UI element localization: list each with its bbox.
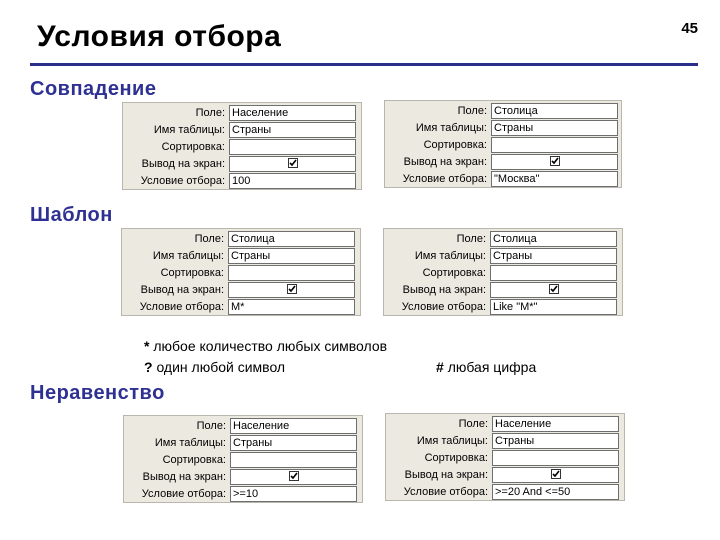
show-checkbox[interactable] [287, 284, 297, 294]
table-name-row [124, 435, 362, 451]
field-row [385, 103, 621, 119]
criteria-label: Условие отбора: [139, 301, 224, 313]
table-name-label: Имя таблицы: [414, 250, 486, 262]
show-label: Вывод на экран: [142, 471, 226, 483]
sort-label: Сортировка: [160, 267, 224, 279]
table-name-cell[interactable]: Страны [491, 120, 618, 136]
checkmark-icon [288, 285, 296, 293]
show-checkbox-cell[interactable] [230, 469, 357, 485]
show-checkbox-cell[interactable] [491, 154, 618, 170]
legend-hash [436, 359, 536, 375]
query-grid [383, 228, 623, 316]
show-checkbox-cell[interactable] [492, 467, 619, 483]
table-name-row [122, 248, 360, 264]
field-row [123, 105, 361, 121]
criteria-row [123, 173, 361, 189]
table-name-label: Имя таблицы: [154, 437, 226, 449]
sort-row [385, 137, 621, 153]
legend-question-symbol: ? [144, 359, 153, 375]
field-label: Поле: [456, 233, 486, 245]
criteria-label: Условие отбора: [401, 301, 486, 313]
show-checkbox[interactable] [550, 156, 560, 166]
sort-cell[interactable] [228, 265, 355, 281]
show-checkbox[interactable] [549, 284, 559, 294]
sort-cell[interactable] [491, 137, 618, 153]
sort-label: Сортировка: [424, 452, 488, 464]
field-label: Поле: [196, 420, 226, 432]
title-divider [30, 63, 698, 66]
show-row [386, 467, 624, 483]
show-row [384, 282, 622, 298]
field-label: Поле: [458, 418, 488, 430]
sort-cell[interactable] [490, 265, 617, 281]
sort-cell[interactable] [229, 139, 356, 155]
field-cell[interactable]: Столица [490, 231, 617, 247]
criteria-cell[interactable]: >=10 [230, 486, 357, 502]
query-grid [385, 413, 625, 501]
show-checkbox-cell[interactable] [490, 282, 617, 298]
show-label: Вывод на экран: [404, 469, 488, 481]
table-name-cell[interactable]: Страны [228, 248, 355, 264]
criteria-cell[interactable]: Like "М*" [490, 299, 617, 315]
criteria-cell[interactable]: >=20 And <=50 [492, 484, 619, 500]
query-grid [122, 102, 362, 190]
table-name-row [123, 122, 361, 138]
sort-row [386, 450, 624, 466]
table-name-row [386, 433, 624, 449]
table-name-label: Имя таблицы: [415, 122, 487, 134]
criteria-cell[interactable]: М* [228, 299, 355, 315]
legend-star [144, 338, 387, 354]
sort-row [384, 265, 622, 281]
field-row [122, 231, 360, 247]
sort-label: Сортировка: [423, 139, 487, 151]
checkmark-icon [551, 157, 559, 165]
checkmark-icon [289, 159, 297, 167]
table-name-label: Имя таблицы: [416, 435, 488, 447]
field-row [124, 418, 362, 434]
section-heading-inequality: Неравенство [30, 382, 165, 404]
legend-question-text: один любой символ [156, 359, 286, 375]
query-grid [384, 100, 622, 188]
field-row [384, 231, 622, 247]
field-cell[interactable]: Население [229, 105, 356, 121]
legend-question [144, 359, 285, 375]
criteria-cell[interactable]: 100 [229, 173, 356, 189]
criteria-label: Условие отбора: [402, 173, 487, 185]
field-cell[interactable]: Столица [228, 231, 355, 247]
section-heading-pattern: Шаблон [30, 204, 113, 226]
legend-star-text: любое количество любых символов [153, 338, 388, 354]
show-checkbox[interactable] [289, 471, 299, 481]
show-label: Вывод на экран: [402, 284, 486, 296]
table-name-cell[interactable]: Страны [492, 433, 619, 449]
slide-title: Условия отбора [37, 20, 282, 53]
legend-hash-symbol: # [436, 359, 444, 375]
field-label: Поле: [195, 107, 225, 119]
show-row [123, 156, 361, 172]
criteria-row [386, 484, 624, 500]
show-checkbox-cell[interactable] [229, 156, 356, 172]
show-row [124, 469, 362, 485]
show-row [385, 154, 621, 170]
table-name-cell[interactable]: Страны [229, 122, 356, 138]
checkmark-icon [552, 470, 560, 478]
checkmark-icon [290, 472, 298, 480]
criteria-label: Условие отбора: [403, 486, 488, 498]
sort-label: Сортировка: [422, 267, 486, 279]
field-row [386, 416, 624, 432]
sort-label: Сортировка: [161, 141, 225, 153]
field-label: Поле: [194, 233, 224, 245]
table-name-row [384, 248, 622, 264]
query-grid [121, 228, 361, 316]
table-name-label: Имя таблицы: [152, 250, 224, 262]
show-row [122, 282, 360, 298]
field-label: Поле: [457, 105, 487, 117]
criteria-cell[interactable]: "Москва" [491, 171, 618, 187]
criteria-row [385, 171, 621, 187]
show-label: Вывод на экран: [140, 284, 224, 296]
page-number: 45 [681, 20, 698, 37]
sort-label: Сортировка: [162, 454, 226, 466]
sort-row [122, 265, 360, 281]
field-cell[interactable]: Население [230, 418, 357, 434]
checkmark-icon [550, 285, 558, 293]
show-checkbox[interactable] [551, 469, 561, 479]
field-cell[interactable]: Население [492, 416, 619, 432]
criteria-label: Условие отбора: [141, 488, 226, 500]
sort-cell[interactable] [492, 450, 619, 466]
table-name-label: Имя таблицы: [153, 124, 225, 136]
show-checkbox[interactable] [288, 158, 298, 168]
sort-row [123, 139, 361, 155]
criteria-label: Условие отбора: [140, 175, 225, 187]
table-name-cell[interactable]: Страны [230, 435, 357, 451]
legend-star-symbol: * [144, 338, 150, 354]
legend-hash-text: любая цифра [447, 359, 537, 375]
sort-cell[interactable] [230, 452, 357, 468]
query-grid [123, 415, 363, 503]
criteria-row [122, 299, 360, 315]
criteria-row [124, 486, 362, 502]
sort-row [124, 452, 362, 468]
field-cell[interactable]: Столица [491, 103, 618, 119]
show-checkbox-cell[interactable] [228, 282, 355, 298]
table-name-row [385, 120, 621, 136]
criteria-row [384, 299, 622, 315]
show-label: Вывод на экран: [403, 156, 487, 168]
table-name-cell[interactable]: Страны [490, 248, 617, 264]
show-label: Вывод на экран: [141, 158, 225, 170]
section-heading-match: Совпадение [30, 78, 157, 100]
